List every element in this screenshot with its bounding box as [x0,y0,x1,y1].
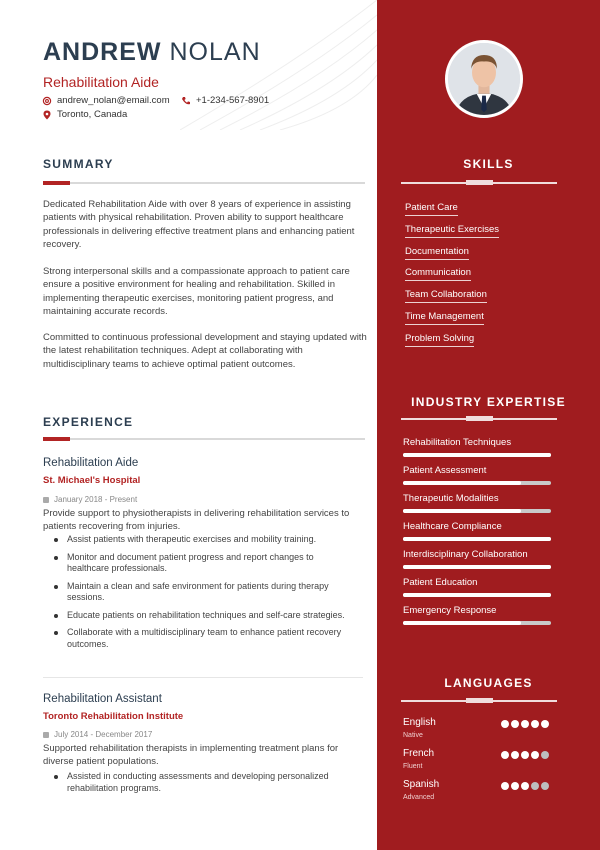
skill-patient-care: Patient Care [405,202,458,216]
profile-photo [445,40,523,118]
list-item: Educate patients on rehabilitation techniques and self-care strategies. [67,610,357,622]
language-level: Native [403,732,423,739]
calendar-icon [43,497,49,503]
list-item: Monitor and document patient progress and report changes to healthcare professionals. [67,552,357,575]
language-level: Advanced [403,794,435,801]
job-2-company: Toronto Rehabilitation Institute [43,711,184,722]
summary-divider [43,182,365,184]
expertise-label: Emergency Response [403,605,497,616]
language-name: English [403,717,436,728]
rating-dot [521,782,529,790]
rating-dot [511,720,519,728]
experience-divider [43,438,365,440]
location-text: Toronto, Canada [57,109,128,120]
candidate-name [43,38,261,67]
language-name: French [403,748,435,759]
expertise-label: Healthcare Compliance [403,521,502,532]
first-name: ANDREW [43,38,162,66]
language-level: Fluent [403,763,423,770]
phone-contact[interactable] [181,95,269,106]
skill-documentation: Documentation [405,246,469,260]
languages-heading: LANGUAGES [444,676,533,690]
expertise-heading: INDUSTRY EXPERTISE [411,395,566,409]
language-rating [501,751,549,759]
expertise-bar [403,593,551,597]
location-contact [42,109,127,120]
rating-dot [521,751,529,759]
calendar-icon [43,732,49,738]
language-rating [501,782,549,790]
expertise-bar-fill [403,565,551,569]
list-item: Maintain a clean and safe environment for patients during therapy sessions. [67,581,357,604]
job-1-company: St. Michael's Hospital [43,475,141,486]
rating-dot [531,782,539,790]
job-2-bullets [67,771,357,800]
expertise-bar-fill [403,537,551,541]
language-rating [501,720,549,728]
last-name: NOLAN [169,38,261,66]
email-text: andrew_nolan@email.com [57,95,170,106]
job-2-description: Supported rehabilitation therapists in implementing treatment plans for diverse patient populations. [43,743,339,767]
skill-team-collaboration: Team Collaboration [405,289,487,303]
experience-heading: EXPERIENCE [43,415,134,429]
job-separator [43,677,363,678]
skill-time-management: Time Management [405,311,484,325]
expertise-label: Interdisciplinary Collaboration [403,549,528,560]
email-contact[interactable] [42,95,170,106]
skills-divider [401,182,557,184]
expertise-bar-fill [403,621,521,625]
avatar [448,43,520,115]
summary-heading: SUMMARY [43,157,114,171]
expertise-bar-fill [403,453,551,457]
expertise-bar [403,537,551,541]
job-2-title: Rehabilitation Assistant [43,693,162,705]
summary-paragraph-1: Dedicated Rehabilitation Aide with over 8 years of experience in assisting patients with physical rehabilitation. Proven ability to support healthcare professionals in delivering effective treatment plans and enhancing patient recovery. [43,199,355,251]
skill-problem-solving: Problem Solving [405,333,474,347]
list-item: Collaborate with a multidisciplinary team to enhance patient recovery outcomes. [67,627,357,650]
expertise-bar-fill [403,593,551,597]
expertise-bar [403,453,551,457]
language-name: Spanish [403,779,440,790]
expertise-label: Patient Education [403,577,478,588]
rating-dot [501,720,509,728]
expertise-label: Patient Assessment [403,465,487,476]
skills-heading: SKILLS [463,157,514,171]
summary-paragraph-3: Committed to continuous professional development and staying updated with the latest rehabilitation techniques. Adept at collaborating with multidisciplinary teams to achieve optimal patient outcomes. [43,332,367,370]
job-2-dates [43,730,152,739]
expertise-divider [401,418,557,420]
phone-icon [181,96,191,106]
phone-text: +1-234-567-8901 [196,95,270,106]
at-icon [42,96,52,106]
job-1-title: Rehabilitation Aide [43,457,139,469]
rating-dot [521,720,529,728]
rating-dot [501,782,509,790]
rating-dot [531,751,539,759]
location-pin-icon [42,110,52,120]
rating-dot [541,751,549,759]
rating-dot [511,782,519,790]
rating-dot [541,720,549,728]
expertise-bar-fill [403,481,521,485]
rating-dot [541,782,549,790]
languages-divider [401,700,557,702]
job-1-description: Provide support to physiotherapists in delivering rehabilitation services to patients recovering from injuries. [43,508,350,532]
job-1-date-text: January 2018 - Present [54,495,138,504]
rating-dot [501,751,509,759]
skill-therapeutic-exercises: Therapeutic Exercises [405,224,499,238]
rating-dot [531,720,539,728]
job-1-dates [43,495,137,504]
summary-paragraph-2: Strong interpersonal skills and a compassionate approach to patient care ensure a positive environment for healing and rehabilitation. Skilled in implementing therapeutic exercises, monitoring patient progress, and maintaining accurate records. [43,266,350,318]
expertise-bar-fill [403,509,521,513]
list-item: Assisted in conducting assessments and developing personalized rehabilitation programs. [67,771,357,794]
rating-dot [511,751,519,759]
expertise-bar [403,481,551,485]
job-2-date-text: July 2014 - December 2017 [54,730,153,739]
job-title: Rehabilitation Aide [43,74,159,90]
expertise-bar [403,565,551,569]
expertise-bar [403,621,551,625]
expertise-label: Therapeutic Modalities [403,493,499,504]
skill-communication: Communication [405,267,471,281]
list-item: Assist patients with therapeutic exercises and mobility training. [67,534,357,546]
job-1-bullets [67,534,357,656]
expertise-label: Rehabilitation Techniques [403,437,512,448]
expertise-bar [403,509,551,513]
